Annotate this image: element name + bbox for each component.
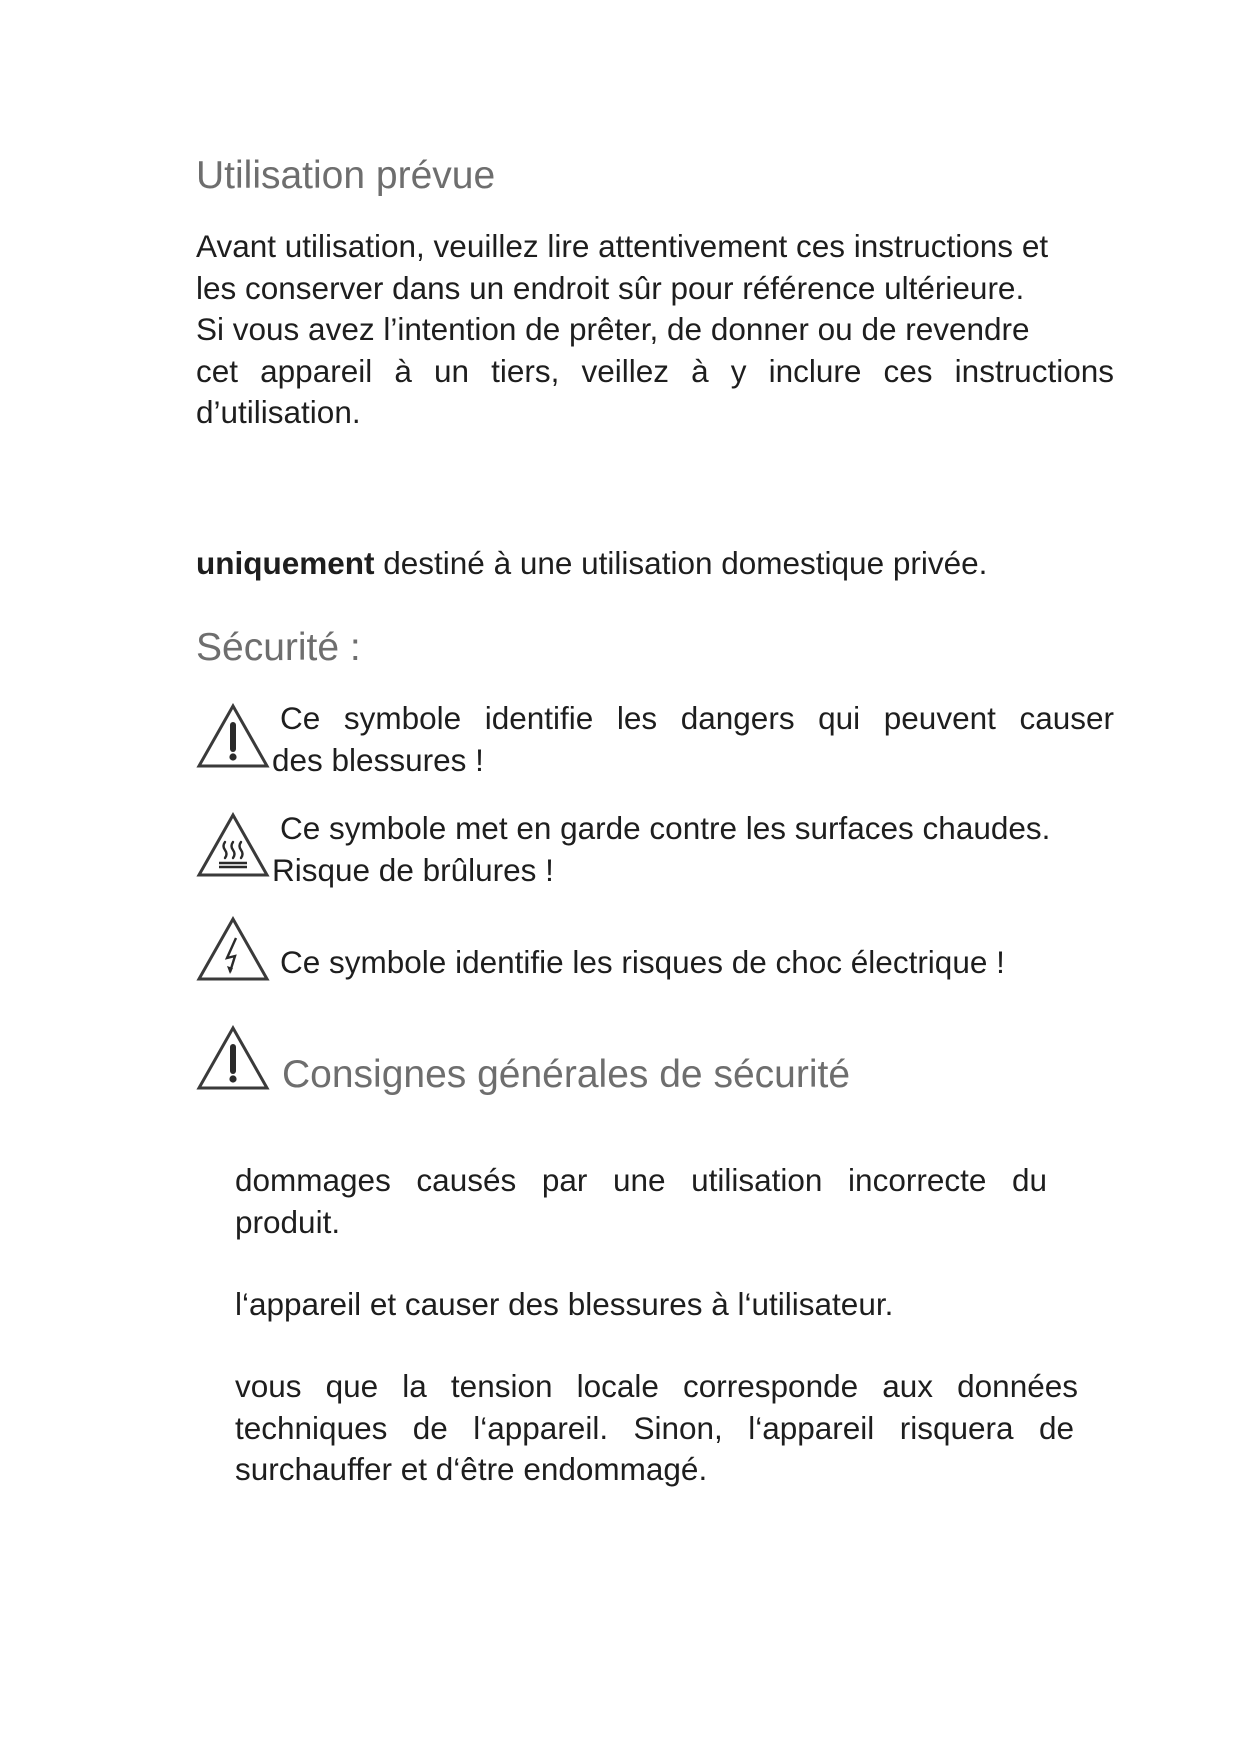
electric-shock-icon <box>196 916 270 982</box>
intro-line-3: Si vous avez l’intention de prêter, de donner ou de revendre <box>196 311 1030 347</box>
intro-line-1: Avant utilisation, veuillez lire attentivement ces instructions et <box>196 228 1049 264</box>
heading-general-safety: Consignes générales de sécurité <box>282 1053 851 1096</box>
intro-line-5: d’utilisation. <box>196 394 361 430</box>
domestic-use-bold: uniquement <box>196 545 375 581</box>
general-item-3 <box>235 1366 1078 1491</box>
intro-line-4: cet appareil à un tiers, veillez à y inclure ces instructions <box>196 352 1114 389</box>
general-warning-icon <box>196 1025 270 1091</box>
general-item-3-line-3: surchauffer et d‘être endommagé. <box>235 1451 708 1487</box>
general-item-3-line-2: techniques de l‘appareil. Sinon, l‘appareil risquera de <box>235 1409 1074 1446</box>
warning-icon <box>196 703 270 769</box>
general-item-1-line-2: produit. <box>235 1203 341 1240</box>
heading-intended-use: Utilisation prévue <box>196 154 496 197</box>
hot-surface-icon <box>196 812 270 878</box>
general-item-1 <box>235 1160 1047 1243</box>
symbol-injury-line-1: Ce symbole identifie les dangers qui peuvent causer <box>280 700 1114 736</box>
symbol-hot-line-1: Ce symbole met en garde contre les surfaces chaudes. <box>280 810 1051 846</box>
domestic-use-rest: destiné à une utilisation domestique privée. <box>374 545 988 581</box>
symbol-hot-line-2: Risque de brûlures ! <box>272 851 554 888</box>
symbol-text-injury <box>272 698 1114 781</box>
symbol-text-hot <box>272 808 1114 891</box>
intro-paragraph <box>196 226 1114 434</box>
heading-safety: Sécurité : <box>196 626 361 669</box>
general-item-1-line-1: dommages causés par une utilisation incorrecte du <box>235 1162 1047 1198</box>
symbol-injury-line-2: des blessures ! <box>272 741 484 778</box>
symbol-text-electric: Ce symbole identifie les risques de choc électrique ! <box>280 944 1005 980</box>
general-item-2: l‘appareil et causer des blessures à l‘utilisateur. <box>235 1286 894 1322</box>
general-item-3-line-1: vous que la tension locale corresponde aux données <box>235 1368 1078 1404</box>
intro-line-2: les conserver dans un endroit sûr pour référence ultérieure. <box>196 269 1025 306</box>
domestic-use-statement <box>196 543 987 585</box>
